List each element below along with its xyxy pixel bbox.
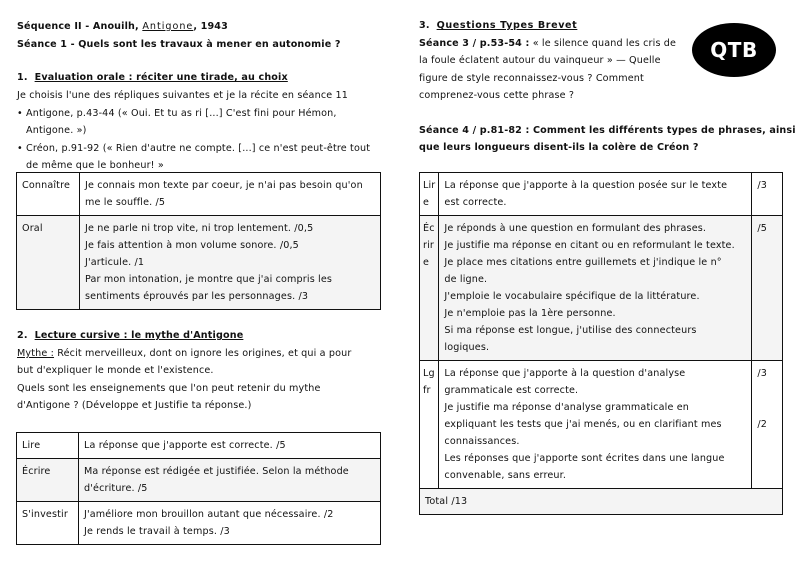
criterion-description: [79, 459, 381, 502]
table-row: [420, 361, 783, 489]
criterion-line: Si ma réponse est longue, j'utilise des connecteurs: [444, 325, 697, 336]
criterion-label-part: Éc: [423, 223, 435, 234]
definition: [17, 345, 351, 363]
section1-heading: [17, 69, 288, 87]
criterion-line: logiques.: [444, 342, 490, 353]
bullet-icon: •: [17, 108, 23, 119]
criterion-points: [752, 361, 783, 489]
table-row: [17, 173, 381, 216]
criterion-line: Je n'emploie pas la 1ère personne.: [444, 308, 616, 319]
criterion-line: Je place mes citations entre guillemets et j'indique le n°: [444, 257, 722, 268]
criterion-label: S'investir: [17, 502, 79, 545]
criterion-label: Écrire: [17, 459, 79, 502]
points-spacer: [757, 399, 777, 416]
criterion-points: [752, 173, 783, 216]
criterion-description: [80, 173, 381, 216]
sequence-year: , 1943: [193, 21, 228, 32]
criterion-line: La réponse que j'apporte à la question d'analyse: [444, 368, 686, 379]
section3-number: 3.: [419, 20, 430, 31]
table-row: [420, 216, 783, 361]
criterion-points: [752, 216, 783, 361]
criterion-label-part: Lir: [423, 180, 436, 191]
criterion-line: Par mon intonation, je montre que j'ai compris les: [85, 274, 333, 285]
bullet-text: Créon, p.91-92 (« Rien d'autre ne compte. [...] ce n'est peut-être tout: [26, 143, 371, 154]
definition-text: Récit merveilleux, dont on ignore les origines, et qui a pour: [54, 348, 352, 359]
sequence-title: [17, 18, 228, 36]
points-value: /2: [757, 419, 768, 430]
definition-term: Mythe :: [17, 348, 55, 359]
bullet-text: Antigone, p.43-44 (« Oui. Et tu as ri [...] C'est fini pour Hémon,: [26, 108, 337, 119]
criterion-line: Je ne parle ni trop vite, ni trop lentement. /0,5: [85, 223, 314, 234]
table-row: [420, 173, 783, 216]
section1-intro: Je choisis l'une des répliques suivantes et je la récite en séance 11: [17, 90, 348, 101]
section2-title: Lecture cursive : le mythe d'Antigone: [34, 330, 244, 341]
criterion-description: [439, 173, 752, 216]
points-value: /5: [757, 223, 768, 234]
criterion-label-part: rir: [423, 240, 435, 251]
seance3-prompt: [419, 35, 676, 53]
criterion-line: convenable, sans erreur.: [444, 470, 567, 481]
oral-evaluation-table: [16, 172, 381, 310]
criterion-label: [420, 173, 439, 216]
criterion-description: [439, 216, 752, 361]
criterion-label: [420, 216, 439, 361]
section3-heading: [419, 17, 577, 35]
seance3-line: figure de style reconnaissez-vous ? Comment: [419, 73, 644, 84]
points-spacer: [757, 382, 777, 399]
criterion-line: me le souffle. /5: [85, 197, 166, 208]
criterion-line: J'emploie le vocabulaire spécifique de la littérature.: [444, 291, 700, 302]
seance3-quote: « le silence quand les cris de: [529, 38, 677, 49]
seance1-title: Séance 1 - Quels sont les travaux à mener en autonomie ?: [17, 39, 341, 50]
bullet-continuation: Antigone. »): [26, 125, 87, 136]
section2-question-continuation: d'Antigone ? (Développe et Justifie ta réponse.): [17, 400, 252, 411]
criterion-line: Je justifie ma réponse d'analyse grammaticale en: [444, 402, 689, 413]
criterion-line: Je rends le travail à temps. /3: [84, 526, 230, 537]
total-score: Total /13: [420, 489, 783, 515]
table-row: [17, 216, 381, 310]
criterion-line: connaissances.: [444, 436, 520, 447]
criterion-description: [79, 433, 381, 459]
seance4-prompt-continuation: que leurs longueurs disent-ils la colère de Créon ?: [419, 142, 699, 153]
criterion-label-part: fr: [423, 385, 431, 396]
criterion-line: La réponse que j'apporte à la question posée sur le texte: [444, 180, 728, 191]
section2-question: Quels sont les enseignements que l'on peut retenir du mythe: [17, 383, 321, 394]
section3-title: Questions Types Brevet: [436, 20, 578, 31]
criterion-line: Je fais attention à mon volume sonore. /0,5: [85, 240, 299, 251]
reading-evaluation-table: [16, 432, 381, 545]
criterion-description: [439, 361, 752, 489]
criterion-line: Je connais mon texte par coeur, je n'ai pas besoin qu'on: [85, 180, 363, 191]
table-row: [17, 433, 381, 459]
criterion-label: Oral: [17, 216, 80, 310]
criterion-label-part: e: [423, 257, 430, 268]
criterion-label: Connaître: [17, 173, 80, 216]
criterion-line: Je réponds à une question en formulant des phrases.: [444, 223, 707, 234]
work-title: Antigone: [142, 21, 194, 32]
criterion-line: sentiments éprouvés par les personnages. /3: [85, 291, 309, 302]
bullet-item: [17, 105, 337, 123]
criterion-line: expliquant les tests que j'ai menés, ou en clarifiant mes: [444, 419, 722, 430]
bullet-item: [17, 140, 370, 158]
criterion-line: Je justifie ma réponse en citant ou en reformulant le texte.: [444, 240, 735, 251]
bullet-icon: •: [17, 143, 23, 154]
definition-continuation: but d'expliquer le monde et l'existence.: [17, 365, 214, 376]
points-value: /3: [757, 368, 768, 379]
criterion-description: [79, 502, 381, 545]
seance3-label: Séance 3 / p.53-54 :: [419, 38, 530, 49]
section1-number: 1.: [17, 72, 28, 83]
qtb-badge: [692, 23, 776, 77]
criterion-line: Ma réponse est rédigée et justifiée. Selon la méthode: [84, 466, 349, 477]
section2-number: 2.: [17, 330, 28, 341]
criterion-line: est correcte.: [444, 197, 507, 208]
criterion-label-part: Lg: [423, 368, 435, 379]
criterion-line: J'améliore mon brouillon autant que nécessaire. /2: [84, 509, 334, 520]
criterion-line: d'écriture. /5: [84, 483, 148, 494]
criterion-description: [80, 216, 381, 310]
criterion-label-part: e: [423, 197, 430, 208]
table-total-row: [420, 489, 783, 515]
brevet-evaluation-table: [419, 172, 783, 515]
seance3-line: comprenez-vous cette phrase ?: [419, 90, 575, 101]
criterion-line: J'articule. /1: [85, 257, 145, 268]
section2-heading: [17, 327, 243, 345]
criterion-label: [420, 361, 439, 489]
criterion-line: Les réponses que j'apporte sont écrites dans une langue: [444, 453, 725, 464]
table-row: [17, 502, 381, 545]
criterion-line: La réponse que j'apporte est correcte. /5: [84, 440, 286, 451]
bullet-continuation: de même que le bonheur! »: [26, 160, 164, 171]
qtb-badge-label: QTB: [710, 38, 758, 62]
sequence-prefix: Séquence II - Anouilh,: [17, 21, 143, 32]
table-row: [17, 459, 381, 502]
criterion-line: de ligne.: [444, 274, 488, 285]
criterion-line: grammaticale est correcte.: [444, 385, 579, 396]
seance3-line: la foule éclatent autour du vainqueur » — Quelle: [419, 55, 661, 66]
section1-title: Evaluation orale : réciter une tirade, au choix: [34, 72, 288, 83]
criterion-label: Lire: [17, 433, 79, 459]
seance4-prompt: Séance 4 / p.81-82 : Comment les différents types de phrases, ainsi: [419, 125, 796, 136]
points-value: /3: [757, 180, 768, 191]
